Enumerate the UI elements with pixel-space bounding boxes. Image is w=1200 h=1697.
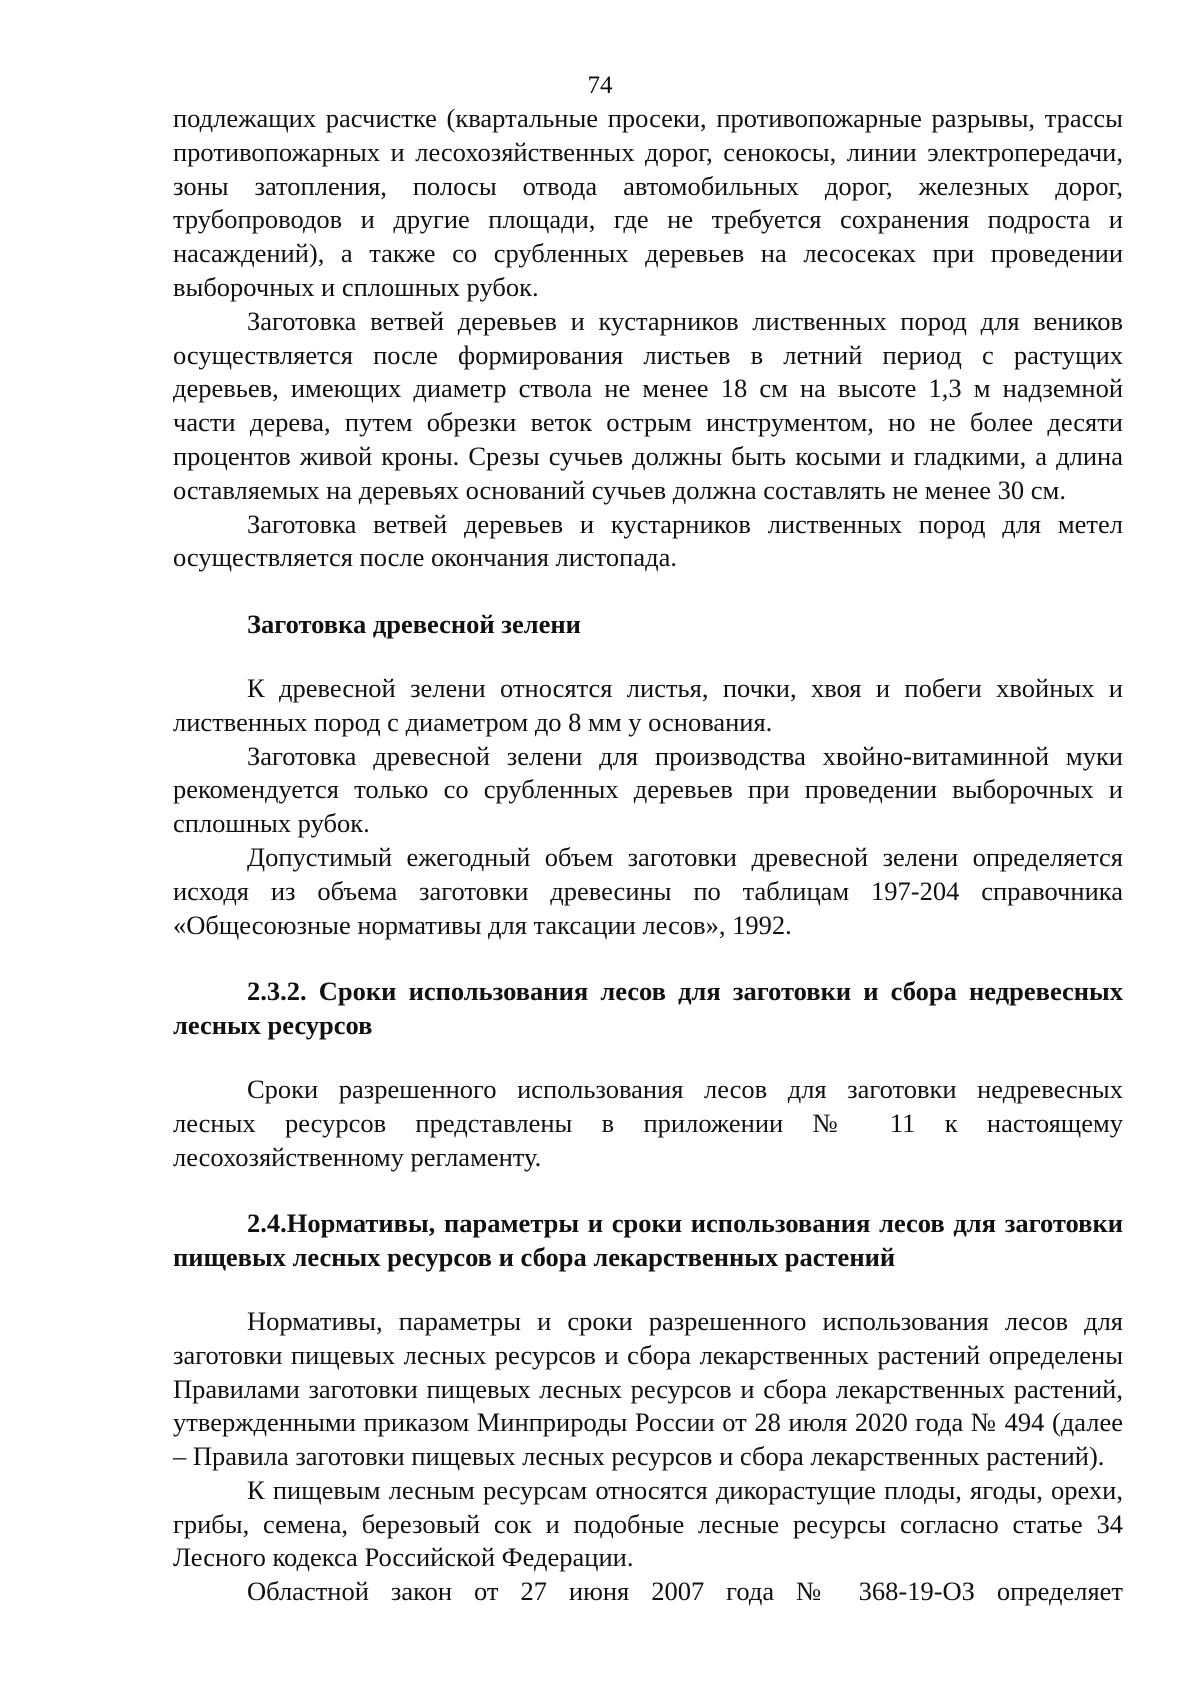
section-heading-2-3-2: 2.3.2. Сроки использования лесов для заготовки и сбора недревесных лесных ресурсов: [173, 976, 1123, 1041]
section-heading-greenery: Заготовка древесной зелени: [247, 609, 581, 640]
paragraph-greenery-definition: К древесной зелени относятся листья, почки, хвоя и побеги хвойных и лиственных пород с диаметром до 8 мм у основания.: [173, 672, 1123, 737]
paragraph-greenery-volume: Допустимый ежегодный объем заготовки древесной зелени определяется исходя из объема заготовки древесины по таблицам 197-204 справочника «Общесоюзные нормативы для таксации лесов», 1992.: [173, 841, 1123, 940]
document-body: [173, 102, 1123, 1609]
paragraph-brooms: Заготовка ветвей деревьев и кустарников лиственных пород для веников осуществляется после формирования листьев в летний период с растущих деревьев, имеющих диаметр ствола не менее 18 см на высоте 1,3 м надземной части дерева, путем обрезки веток острым инструментом, но не более десяти процентов живой кроны. Срезы сучьев должны быть косыми и гладкими, а длина оставляемых на деревьях оснований сучьев должна составлять не менее 30 см.: [173, 305, 1123, 505]
paragraph-besoms: Заготовка ветвей деревьев и кустарников лиственных пород для метел осуществляется после окончания листопада.: [173, 508, 1123, 573]
paragraph-food-resources-definition: К пищевым лесным ресурсам относятся дикорастущие плоды, ягоды, орехи, грибы, семена, березовый сок и подобные лесные ресурсы согласно статье 34 Лесного кодекса Российской Федерации.: [173, 1474, 1123, 1573]
paragraph-food-resources-norms: Нормативы, параметры и сроки разрешенного использования лесов для заготовки пищевых лесных ресурсов и сбора лекарственных растений определены Правилами заготовки пищевых лесных ресурсов и сбора лекарственных растений, утвержденными приказом Минприроды России от 28 июля 2020 года № 494 (далее – Правила заготовки пищевых лесных ресурсов и сбора лекарственных растений).: [173, 1305, 1123, 1472]
paragraph-greenery-flour: Заготовка древесной зелени для производства хвойно-витаминной муки рекомендуется только со срубленных деревьев при проведении выборочных и сплошных рубок.: [173, 740, 1123, 839]
page-number: 74: [587, 72, 613, 99]
paragraph-terms-nontimber: Сроки разрешенного использования лесов для заготовки недревесных лесных ресурсов представлены в приложении № 11 к настоящему лесохозяйственному регламенту.: [173, 1073, 1123, 1172]
section-heading-2-4: 2.4.Нормативы, параметры и сроки использования лесов для заготовки пищевых лесных ресурсов и сбора лекарственных растений: [173, 1208, 1123, 1273]
paragraph-regional-law: Областной закон от 27 июня 2007 года № 368-19-ОЗ определяет: [247, 1576, 1123, 1607]
paragraph-continuation: подлежащих расчистке (квартальные просеки, противопожарные разрывы, трассы противопожарных и лесохозяйственных дорог, сенокосы, линии электропередачи, зоны затопления, полосы отвода автомобильных дорог, железных дорог, трубопроводов и другие площади, где не требуется сохранения подроста и насаждений), а также со срубленных деревьев на лесосеках при проведении выборочных и сплошных рубок.: [173, 103, 1123, 302]
